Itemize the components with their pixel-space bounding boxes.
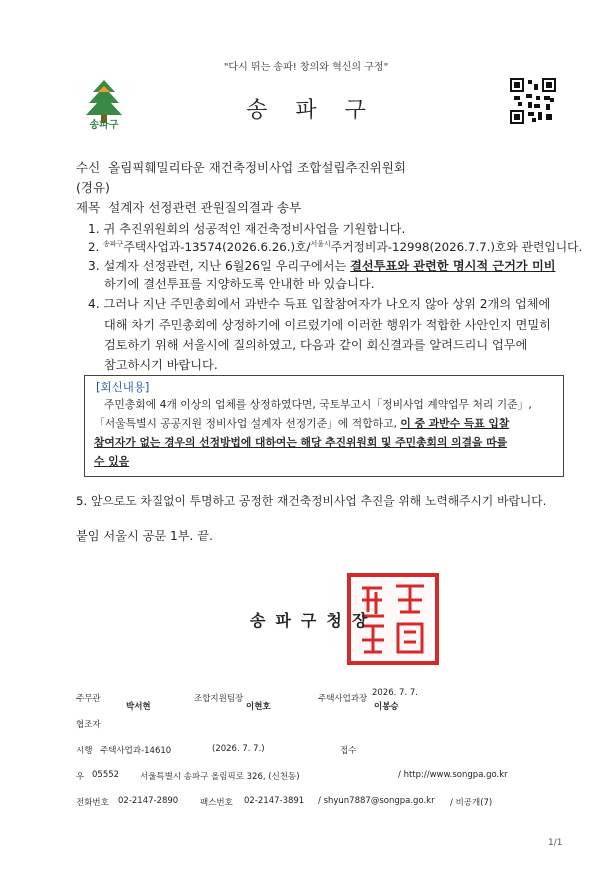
footer-manager-name: 박서현: [126, 702, 151, 712]
footer-address: 서울특별시 송파구 올림픽로 326, (신천동): [140, 772, 300, 782]
item-2-ref-2: 주거정비과-12998(2026.7.7.)호와 관련입니다.: [330, 240, 583, 254]
reply-box-title: [회신내용]: [96, 380, 150, 394]
item-2-ref-1: 주택사업과-13574(2026.6.26.)호/: [123, 240, 311, 254]
item-4-line-4: 참고하시기 바랍니다.: [104, 358, 218, 372]
reply-line-2-text: 「서울특별시 공공지원 정비사업 설계자 선정기준」에 적합하고,: [94, 417, 397, 430]
footer-tel-label: 전화번호: [76, 798, 109, 808]
item-3-underlined: 결선투표와 관련한 명시적 근거가 미비: [350, 259, 556, 273]
item-2: [88, 238, 582, 255]
footer-dept-name: 이봉승: [374, 702, 399, 712]
footer-url[interactable]: / http://www.songpa.go.kr: [398, 770, 508, 780]
item-4-line-1: 4. 그러나 지난 주민총회에서 과반수 득표 입찰참여자가 나오지 않아 상위 2개의 업체에: [88, 297, 551, 311]
qr-code-icon: [510, 78, 556, 124]
item-5: 5. 앞으로도 차질없이 투명하고 공정한 재건축정비사업 추진을 위해 노력해주시기 바랍니다.: [76, 494, 547, 508]
reply-line-4: 수 있음: [94, 455, 130, 468]
footer-exec-date: (2026. 7. 7.): [212, 744, 265, 754]
item-4-line-2: 대해 차기 주민총회에 상정하기에 이르렀기에 이러한 행위가 적합한 사안인지 면밀히: [104, 318, 551, 332]
footer-postal-code: 05552: [92, 770, 120, 780]
subject-value: 설계자 선정관련 관원질의결과 송부: [108, 200, 302, 215]
item-3-line-1: [88, 257, 556, 274]
footer-team-label: 조합지원팀장: [194, 694, 244, 704]
item-1: 1. 귀 추진위원회의 성공적인 재건축정비사업을 기원합니다.: [88, 222, 406, 236]
item-3-text: 3. 설계자 선정관련, 지난 6월26일 우리구에서는: [88, 259, 347, 273]
recipient-label: 수신: [76, 160, 101, 175]
attachment: 붙임 서울시 공문 1부. 끝.: [76, 529, 213, 543]
footer-fax: 02-2147-3891: [244, 796, 305, 806]
reply-line-1: 주민총회에 4개 이상의 업체를 상정하였다면, 국토부고시「정비사업 계약업무 처리 기준」,: [104, 398, 532, 411]
recipient-row: [76, 158, 406, 176]
footer-manager-label: 주무관: [76, 694, 101, 704]
page-number: 1/1: [548, 838, 563, 848]
footer-email[interactable]: / shyun7887@songpa.go.kr: [318, 796, 435, 806]
footer-dept-label: 주택사업과장: [318, 694, 368, 704]
item-3-line-2: 하기에 결선투표를 지양하도록 안내한 바 있습니다.: [104, 277, 375, 291]
item-2-number: 2.: [88, 240, 100, 254]
footer-postal-label: 우: [76, 772, 85, 782]
logo-text: 송파구: [89, 120, 119, 131]
footer-receive-label: 접수: [340, 746, 357, 756]
subject-label: 제목: [76, 200, 101, 215]
reply-line-2: [94, 416, 509, 431]
footer-fax-label: 팩스번호: [200, 798, 233, 808]
footer-team-name: 이현호: [246, 702, 271, 712]
item-2-sup-seoul: 서울시: [310, 240, 331, 248]
mayor-title: 송파구청장: [250, 611, 378, 630]
reply-line-3: 참여자가 없는 경우의 선정방법에 대하여는 해당 추진위원회 및 주민총회의 의결을 따를: [94, 436, 508, 449]
footer-coop-label: 협조자: [76, 720, 101, 730]
footer-disclosure: / 비공개(7): [450, 798, 493, 808]
footer-exec-label: 시행: [76, 746, 93, 756]
item-4-line-3: 검토하기 위해 서울시에 질의하였고, 다음과 같이 회신결과를 알려드리니 업무에: [104, 338, 528, 352]
reply-line-2-underlined: 이 중 과반수 득표 입찰: [400, 417, 510, 430]
footer-tel: 02-2147-2890: [118, 796, 179, 806]
footer-approval-date: 2026. 7. 7.: [372, 688, 418, 698]
recipient-value: 올림픽훼밀리타운 재건축정비사업 조합설립추진위원회: [108, 160, 406, 175]
org-name: 송파구: [246, 98, 394, 123]
slogan: "다시 뛰는 송파! 창의와 혁신의 구정": [223, 62, 389, 73]
footer-exec-value: 주택사업과-14610: [100, 746, 172, 756]
subject-row: [76, 198, 301, 216]
via-row: (경유): [76, 180, 110, 195]
item-2-sup-songpa: 송파구: [103, 240, 124, 248]
